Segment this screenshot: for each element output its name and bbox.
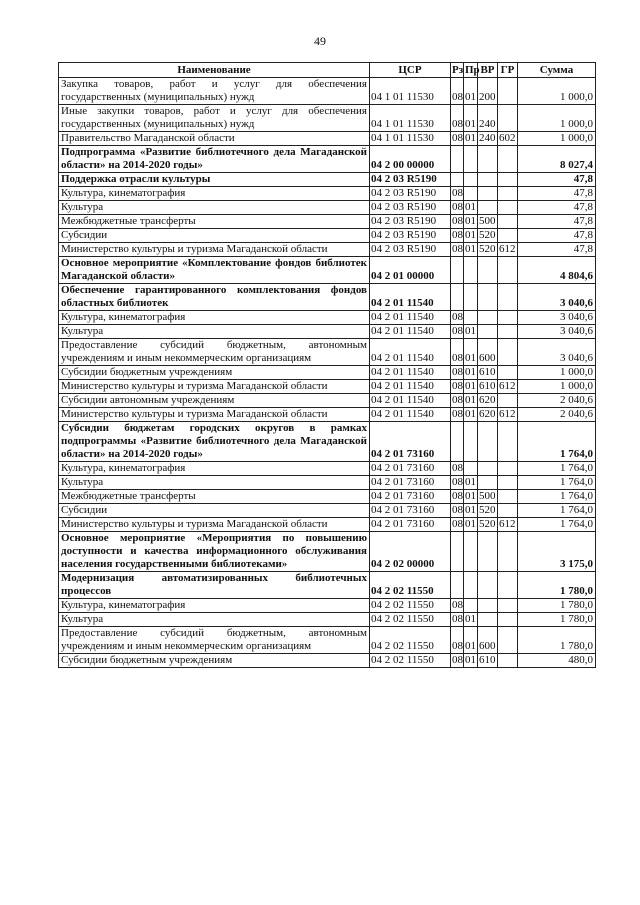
cell-gr xyxy=(498,229,518,243)
cell-gr xyxy=(498,339,518,366)
cell-vr xyxy=(478,173,498,187)
header-vr: ВР xyxy=(478,63,498,78)
cell-pr xyxy=(464,572,478,599)
table-row xyxy=(59,243,596,257)
header-rz: Рз xyxy=(452,64,464,76)
cell-vr xyxy=(478,201,498,215)
cell-pr: 01 xyxy=(465,518,476,530)
cell-pr xyxy=(464,257,478,284)
table-row xyxy=(59,613,596,627)
cell-vr xyxy=(478,476,498,490)
table-row xyxy=(59,229,596,243)
cell-rz: 08 xyxy=(451,105,464,132)
cell-vr: 620 xyxy=(479,394,496,406)
cell-gr xyxy=(498,599,518,613)
cell-csr: 04 1 01 11530 xyxy=(370,78,451,105)
cell-name: Субсидии бюджетным учреждениям xyxy=(59,654,370,668)
cell-csr: 04 2 01 73160 xyxy=(370,422,451,462)
cell-vr xyxy=(478,599,498,613)
cell-sum: 1 764,0 xyxy=(518,476,596,490)
table-row xyxy=(59,187,596,201)
cell-sum: 3 040,6 xyxy=(518,325,596,339)
cell-sum: 1 000,0 xyxy=(518,132,596,146)
cell-name: Межбюджетные трансферты xyxy=(59,490,370,504)
cell-csr: 04 1 01 11530 xyxy=(370,132,451,146)
cell-pr xyxy=(464,599,478,613)
cell-pr: 01 xyxy=(465,394,476,406)
table-row xyxy=(59,284,596,311)
cell-csr: 04 2 01 73160 xyxy=(370,490,451,504)
cell-csr: 04 2 02 11550 xyxy=(370,654,451,668)
cell-pr: 01 xyxy=(465,201,476,213)
cell-pr: 01 xyxy=(465,380,476,392)
cell-vr xyxy=(478,311,498,325)
cell-name: Культура, кинематография xyxy=(59,462,370,476)
cell-csr: 04 2 01 73160 xyxy=(370,462,451,476)
cell-rz: 08 xyxy=(452,366,463,378)
cell-pr: 01 xyxy=(465,654,476,666)
cell-rz xyxy=(451,532,464,572)
cell-csr: 04 2 01 00000 xyxy=(370,257,451,284)
cell-gr xyxy=(498,201,518,215)
cell-gr xyxy=(498,613,518,627)
cell-rz: 08 xyxy=(452,599,463,611)
cell-csr: 04 2 03 R5190 xyxy=(370,187,451,201)
header-csr: ЦСР xyxy=(370,63,451,78)
table-row xyxy=(59,504,596,518)
header-sum: Сумма xyxy=(518,63,596,78)
cell-csr: 04 1 01 11530 xyxy=(370,105,451,132)
cell-sum: 1 764,0 xyxy=(518,462,596,476)
cell-vr: 520 xyxy=(479,243,496,255)
cell-sum: 2 040,6 xyxy=(518,408,596,422)
cell-sum: 3 040,6 xyxy=(518,339,596,366)
cell-name: Субсидии xyxy=(59,229,370,243)
cell-sum: 1 000,0 xyxy=(518,380,596,394)
cell-sum: 47,8 xyxy=(518,201,596,215)
cell-pr xyxy=(464,311,478,325)
cell-vr: 620 xyxy=(479,408,496,420)
cell-csr: 04 2 02 11550 xyxy=(370,572,451,599)
cell-name: Культура, кинематография xyxy=(59,311,370,325)
cell-sum: 47,8 xyxy=(518,187,596,201)
cell-pr: 01 xyxy=(465,366,476,378)
cell-name: Межбюджетные трансферты xyxy=(59,215,370,229)
cell-gr xyxy=(498,462,518,476)
cell-rz xyxy=(451,572,464,599)
cell-csr: 04 2 01 11540 xyxy=(370,339,451,366)
cell-name: Культура, кинематография xyxy=(59,187,370,201)
cell-name: Предоставление субсидий бюджетным, автономным учреждениям и иным некоммерческим организациям xyxy=(59,339,370,366)
cell-sum: 1 000,0 xyxy=(518,78,596,105)
table-row xyxy=(59,490,596,504)
cell-gr: 612 xyxy=(499,518,516,530)
cell-pr: 01 xyxy=(465,613,476,625)
cell-pr: 01 xyxy=(465,229,476,241)
cell-pr: 01 xyxy=(464,78,478,105)
cell-name: Подпрограмма «Развитие библиотечного дела Магаданской области» на 2014-2020 годы» xyxy=(59,146,370,173)
cell-csr: 04 2 02 00000 xyxy=(370,532,451,572)
cell-rz xyxy=(451,173,464,187)
cell-pr: 01 xyxy=(464,339,478,366)
cell-pr: 01 xyxy=(465,408,476,420)
cell-gr xyxy=(498,257,518,284)
cell-name: Министерство культуры и туризма Магаданской области xyxy=(59,518,370,532)
cell-name: Иные закупки товаров, работ и услуг для обеспечения государственных (муниципальных) нужд xyxy=(59,105,370,132)
table-row xyxy=(59,654,596,668)
cell-csr: 04 2 01 73160 xyxy=(370,518,451,532)
cell-rz: 08 xyxy=(452,613,463,625)
table-row xyxy=(59,572,596,599)
cell-pr: 01 xyxy=(464,105,478,132)
cell-sum: 2 040,6 xyxy=(518,394,596,408)
table-row xyxy=(59,339,596,366)
cell-vr xyxy=(478,187,498,201)
cell-pr: 01 xyxy=(465,132,476,144)
table-row xyxy=(59,173,596,187)
cell-csr: 04 2 01 73160 xyxy=(370,476,451,490)
cell-rz: 08 xyxy=(452,394,463,406)
header-gr: ГР xyxy=(498,63,518,78)
cell-rz: 08 xyxy=(452,201,463,213)
cell-gr xyxy=(498,504,518,518)
cell-csr: 04 2 01 11540 xyxy=(370,408,451,422)
cell-gr xyxy=(498,532,518,572)
cell-gr xyxy=(498,490,518,504)
cell-pr xyxy=(464,146,478,173)
cell-gr xyxy=(498,311,518,325)
cell-name: Основное мероприятие «Мероприятия по повышению доступности и качества информационного обслуживания населения государственными библиотеками» xyxy=(59,532,370,572)
cell-csr: 04 2 01 11540 xyxy=(370,311,451,325)
cell-rz: 08 xyxy=(452,490,463,502)
cell-sum: 3 040,6 xyxy=(518,284,596,311)
cell-rz: 08 xyxy=(452,476,463,488)
cell-pr xyxy=(464,532,478,572)
cell-gr xyxy=(498,215,518,229)
cell-csr: 04 2 00 00000 xyxy=(370,146,451,173)
table-row xyxy=(59,627,596,654)
table-row xyxy=(59,394,596,408)
table-row xyxy=(59,201,596,215)
page-number: 49 xyxy=(314,34,326,48)
cell-name: Субсидии автономным учреждениям xyxy=(59,394,370,408)
cell-csr: 04 2 01 11540 xyxy=(370,366,451,380)
cell-rz xyxy=(451,146,464,173)
cell-gr xyxy=(498,105,518,132)
table-row xyxy=(59,146,596,173)
cell-rz: 08 xyxy=(452,132,463,144)
table-row xyxy=(59,518,596,532)
budget-table xyxy=(58,62,596,668)
cell-name: Культура, кинематография xyxy=(59,599,370,613)
cell-csr: 04 2 02 11550 xyxy=(370,627,451,654)
cell-name: Субсидии бюджетам городских округов в рамках подпрограммы «Развитие библиотечного дела Магаданской области» на 2014-2020 годы» xyxy=(59,422,370,462)
cell-sum: 1 780,0 xyxy=(518,599,596,613)
table-row xyxy=(59,325,596,339)
cell-sum: 4 804,6 xyxy=(518,257,596,284)
cell-sum: 1 000,0 xyxy=(518,105,596,132)
cell-sum: 1 764,0 xyxy=(518,490,596,504)
cell-csr: 04 2 03 R5190 xyxy=(370,215,451,229)
cell-vr xyxy=(478,284,498,311)
cell-name: Правительство Магаданской области xyxy=(59,132,370,146)
cell-gr xyxy=(498,146,518,173)
cell-csr: 04 2 03 R5190 xyxy=(370,201,451,215)
cell-csr: 04 2 01 11540 xyxy=(370,284,451,311)
cell-gr: 612 xyxy=(499,380,516,392)
cell-pr: 01 xyxy=(465,215,476,227)
cell-name: Культура xyxy=(59,613,370,627)
cell-sum: 47,8 xyxy=(518,243,596,257)
cell-gr xyxy=(498,654,518,668)
cell-sum: 1 000,0 xyxy=(518,366,596,380)
cell-gr xyxy=(498,78,518,105)
cell-rz: 08 xyxy=(452,518,463,530)
table-row xyxy=(59,422,596,462)
cell-gr xyxy=(498,284,518,311)
cell-name: Министерство культуры и туризма Магаданской области xyxy=(59,243,370,257)
cell-vr: 240 xyxy=(479,132,496,144)
cell-vr xyxy=(478,325,498,339)
cell-rz xyxy=(451,257,464,284)
cell-vr: 500 xyxy=(479,215,496,227)
cell-pr xyxy=(464,462,478,476)
table-row xyxy=(59,476,596,490)
cell-pr: 01 xyxy=(465,490,476,502)
cell-csr: 04 2 03 R5190 xyxy=(370,243,451,257)
cell-vr: 610 xyxy=(479,380,496,392)
cell-pr xyxy=(464,173,478,187)
cell-sum: 3 040,6 xyxy=(518,311,596,325)
cell-vr: 520 xyxy=(479,518,496,530)
cell-vr: 520 xyxy=(479,504,496,516)
header-name: Наименование xyxy=(59,63,370,78)
cell-sum: 1 780,0 xyxy=(518,613,596,627)
table-row xyxy=(59,132,596,146)
cell-gr xyxy=(498,476,518,490)
cell-csr: 04 2 02 11550 xyxy=(370,613,451,627)
cell-gr xyxy=(498,394,518,408)
cell-gr xyxy=(498,187,518,201)
cell-rz: 08 xyxy=(451,627,464,654)
cell-name: Закупка товаров, работ и услуг для обеспечения государственных (муниципальных) нужд xyxy=(59,78,370,105)
cell-name: Основное мероприятие «Комплектование фондов библиотек Магаданской области» xyxy=(59,257,370,284)
cell-vr: 200 xyxy=(478,78,498,105)
table-row xyxy=(59,380,596,394)
cell-rz: 08 xyxy=(452,408,463,420)
table-row xyxy=(59,532,596,572)
table-row xyxy=(59,599,596,613)
cell-rz: 08 xyxy=(452,325,463,337)
cell-rz xyxy=(451,422,464,462)
cell-rz: 08 xyxy=(452,311,463,323)
cell-vr: 240 xyxy=(478,105,498,132)
cell-gr xyxy=(498,366,518,380)
table-row xyxy=(59,311,596,325)
cell-vr xyxy=(478,572,498,599)
table-row xyxy=(59,257,596,284)
cell-gr xyxy=(498,572,518,599)
cell-name: Модернизация автоматизированных библиотечных процессов xyxy=(59,572,370,599)
cell-name: Субсидии бюджетным учреждениям xyxy=(59,366,370,380)
cell-vr xyxy=(478,422,498,462)
cell-sum: 1 780,0 xyxy=(518,627,596,654)
cell-name: Культура xyxy=(59,476,370,490)
table-row xyxy=(59,215,596,229)
cell-rz: 08 xyxy=(452,215,463,227)
cell-rz xyxy=(451,284,464,311)
cell-pr xyxy=(464,284,478,311)
cell-sum: 8 027,4 xyxy=(518,146,596,173)
cell-pr: 01 xyxy=(465,476,476,488)
table-row xyxy=(59,366,596,380)
cell-pr xyxy=(464,187,478,201)
cell-gr xyxy=(498,173,518,187)
cell-sum: 47,8 xyxy=(518,173,596,187)
cell-pr: 01 xyxy=(464,627,478,654)
cell-name: Предоставление субсидий бюджетным, автономным учреждениям и иным некоммерческим организациям xyxy=(59,627,370,654)
cell-gr xyxy=(498,422,518,462)
cell-gr xyxy=(498,627,518,654)
cell-rz: 08 xyxy=(452,504,463,516)
cell-rz: 08 xyxy=(452,654,463,666)
cell-name: Субсидии xyxy=(59,504,370,518)
cell-vr xyxy=(478,257,498,284)
cell-pr xyxy=(464,422,478,462)
cell-vr: 610 xyxy=(479,366,496,378)
cell-gr xyxy=(498,325,518,339)
cell-rz: 08 xyxy=(451,339,464,366)
cell-sum: 47,8 xyxy=(518,215,596,229)
cell-name: Поддержка отрасли культуры xyxy=(59,173,370,187)
cell-vr xyxy=(478,532,498,572)
cell-gr: 602 xyxy=(499,132,516,144)
cell-name: Культура xyxy=(59,325,370,339)
cell-name: Культура xyxy=(59,201,370,215)
cell-csr: 04 2 01 11540 xyxy=(370,380,451,394)
cell-name: Министерство культуры и туризма Магаданской области xyxy=(59,380,370,394)
cell-sum: 1 764,0 xyxy=(518,504,596,518)
cell-rz: 08 xyxy=(452,380,463,392)
cell-csr: 04 2 02 11550 xyxy=(370,599,451,613)
table-row xyxy=(59,105,596,132)
cell-vr: 610 xyxy=(479,654,496,666)
cell-vr xyxy=(478,146,498,173)
cell-rz: 08 xyxy=(452,187,463,199)
cell-rz: 08 xyxy=(452,229,463,241)
cell-vr: 520 xyxy=(479,229,496,241)
cell-csr: 04 2 03 R5190 xyxy=(370,173,451,187)
cell-rz: 08 xyxy=(452,462,463,474)
cell-vr: 600 xyxy=(478,627,498,654)
cell-sum: 480,0 xyxy=(518,654,596,668)
cell-pr: 01 xyxy=(465,504,476,516)
table-header-row xyxy=(59,63,596,78)
cell-sum: 1 764,0 xyxy=(518,422,596,462)
cell-name: Министерство культуры и туризма Магаданской области xyxy=(59,408,370,422)
cell-csr: 04 2 03 R5190 xyxy=(370,229,451,243)
cell-vr xyxy=(478,462,498,476)
cell-sum: 1 780,0 xyxy=(518,572,596,599)
cell-csr: 04 2 01 73160 xyxy=(370,504,451,518)
cell-rz: 08 xyxy=(452,243,463,255)
cell-gr: 612 xyxy=(499,243,516,255)
cell-sum: 47,8 xyxy=(518,229,596,243)
cell-pr: 01 xyxy=(465,325,476,337)
cell-sum: 1 764,0 xyxy=(518,518,596,532)
header-pr: Пр xyxy=(465,64,480,76)
cell-vr: 500 xyxy=(479,490,496,502)
cell-csr: 04 2 01 11540 xyxy=(370,394,451,408)
cell-gr: 612 xyxy=(499,408,516,420)
table-row xyxy=(59,408,596,422)
table-row xyxy=(59,78,596,105)
table-row xyxy=(59,462,596,476)
cell-name: Обеспечение гарантированного комплектования фондов областных библиотек xyxy=(59,284,370,311)
table-body xyxy=(59,78,596,668)
cell-pr: 01 xyxy=(465,243,476,255)
cell-csr: 04 2 01 11540 xyxy=(370,325,451,339)
cell-vr: 600 xyxy=(478,339,498,366)
cell-sum: 3 175,0 xyxy=(518,532,596,572)
cell-vr xyxy=(478,613,498,627)
cell-rz: 08 xyxy=(451,78,464,105)
